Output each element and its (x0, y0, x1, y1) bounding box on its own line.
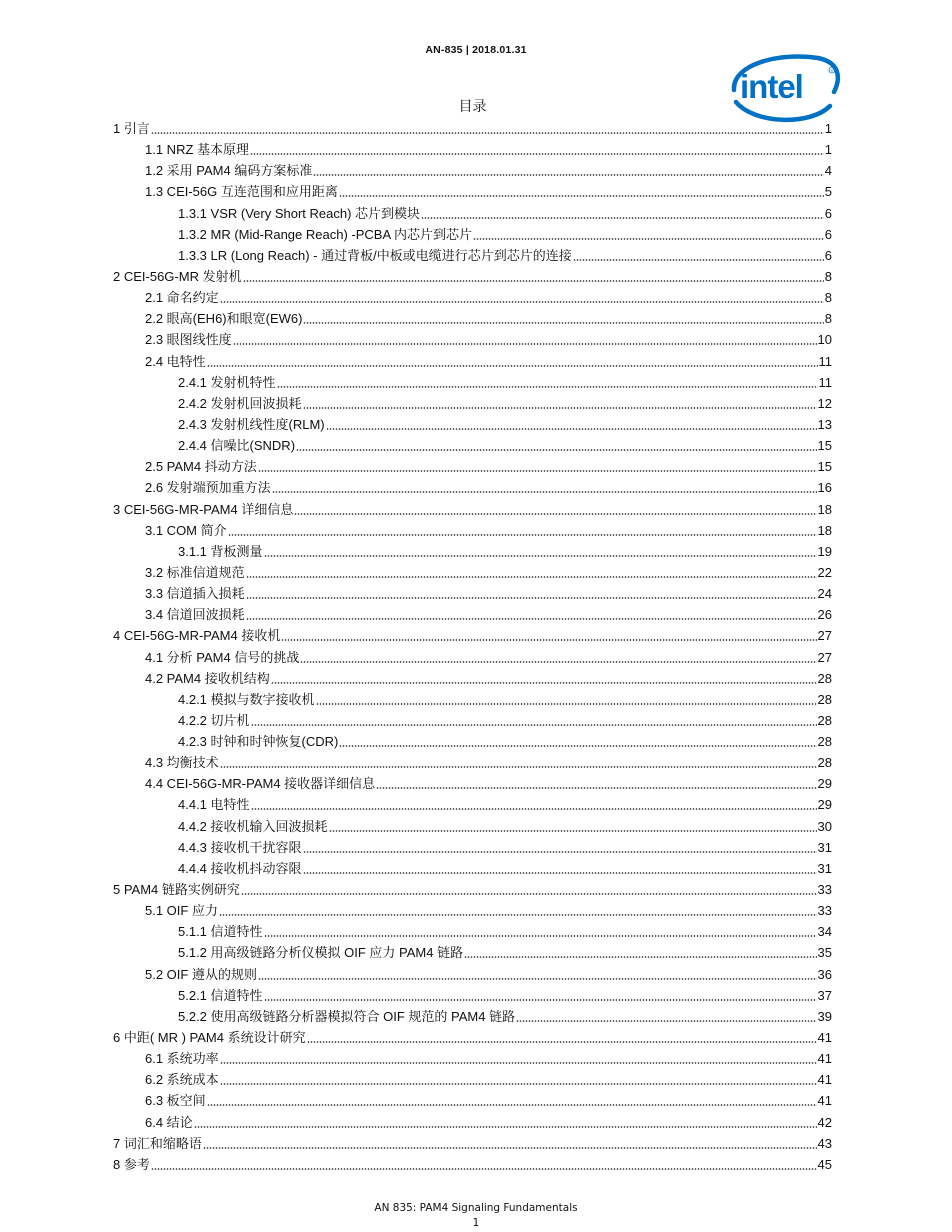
toc-entry-label: 4.4.3 接收机干扰容限 (178, 840, 302, 855)
footer-title: AN 835: PAM4 Signaling Fundamentals (374, 1202, 578, 1214)
toc-dot-leader (220, 301, 824, 303)
toc-entry[interactable] (145, 560, 832, 581)
toc-dot-leader (303, 872, 817, 874)
toc-entry-label: 7 词汇和缩略语 (113, 1136, 202, 1151)
toc-entry-page: 30 (817, 819, 832, 834)
toc-entry-page: 41 (817, 1093, 832, 1108)
toc-entry[interactable] (178, 983, 832, 1004)
footer-page-number: 1 (472, 1217, 480, 1229)
toc-entry-label: 4.3 均衡技术 (145, 755, 219, 770)
toc-entry-label: 4.2.3 时钟和时钟恢复(CDR) (178, 734, 339, 749)
toc-entry[interactable] (145, 1088, 832, 1109)
toc-entry-label: 4.4.4 接收机抖动容限 (178, 861, 302, 876)
toc-dot-leader (151, 1168, 817, 1170)
toc-entry-page: 39 (817, 1009, 832, 1024)
toc-dot-leader (219, 914, 817, 916)
toc-entry-page: 22 (817, 565, 832, 580)
toc-entry-page: 8 (824, 269, 832, 284)
toc-entry[interactable] (145, 602, 832, 623)
toc-entry[interactable] (178, 940, 832, 961)
toc-entry[interactable] (113, 877, 832, 898)
logo-wordmark: intel (740, 68, 803, 105)
toc-dot-leader (207, 365, 818, 367)
toc-dot-leader (307, 1041, 817, 1043)
toc-dot-leader (313, 174, 823, 176)
toc-entry-label: 2.6 发射端预加重方法 (145, 480, 271, 495)
toc-dot-leader (573, 259, 824, 261)
toc-dot-leader (281, 639, 816, 641)
toc-entry-label: 4 CEI-56G-MR-PAM4 接收机 (113, 628, 281, 643)
toc-entry-page: 11 (818, 375, 832, 390)
toc-entry-page: 41 (817, 1072, 832, 1087)
toc-dot-leader (246, 597, 817, 599)
toc-entry-page: 37 (817, 988, 832, 1003)
toc-entry-page: 28 (817, 734, 832, 749)
toc-entry-label: 4.2 PAM4 接收机结构 (145, 671, 270, 686)
toc-dot-leader (264, 555, 817, 557)
toc-entry[interactable] (145, 1067, 832, 1088)
toc-entry-label: 2.1 命名约定 (145, 290, 219, 305)
toc-dot-leader (303, 322, 823, 324)
toc-entry-page: 1 (824, 142, 832, 157)
toc-dot-leader (339, 195, 824, 197)
toc-dot-leader (203, 1147, 817, 1149)
toc-dot-leader (220, 1083, 817, 1085)
toc-entry-label: 5.2.1 信道特性 (178, 988, 263, 1003)
toc-entry-label: 1.3.3 LR (Long Reach) - 通过背板/中板或电缆进行芯片到芯片的连接 (178, 248, 572, 263)
toc-entry[interactable] (178, 814, 832, 835)
toc-entry-page: 19 (817, 544, 832, 559)
toc-entry-label: 2 CEI-56G-MR 发射机 (113, 269, 242, 284)
toc-entry-label: 1.3.2 MR (Mid-Range Reach) -PCBA 内芯片到芯片 (178, 227, 473, 242)
toc-entry-page: 26 (817, 607, 832, 622)
toc-entry[interactable] (113, 1025, 832, 1046)
toc-entry-page: 29 (817, 776, 832, 791)
toc-entry-page: 33 (817, 903, 832, 918)
toc-entry[interactable] (178, 370, 832, 391)
toc-dot-leader (220, 766, 817, 768)
toc-entry[interactable] (178, 201, 832, 222)
toc-dot-leader (300, 661, 816, 663)
toc-dot-leader (303, 407, 817, 409)
toc-title: 目录 (458, 99, 487, 115)
document-header: AN-835 | 2018.01.31 (425, 44, 527, 56)
toc-entry-label: 3.1.1 背板测量 (178, 544, 263, 559)
toc-dot-leader (258, 470, 817, 472)
toc-entry[interactable] (178, 856, 832, 877)
toc-entry-page: 13 (817, 417, 832, 432)
toc-entry[interactable] (145, 581, 832, 602)
toc-entry[interactable] (145, 750, 832, 771)
toc-dot-leader (473, 238, 824, 240)
toc-dot-leader (258, 978, 817, 980)
toc-entry[interactable] (145, 1046, 832, 1067)
toc-entry-page: 10 (817, 332, 832, 347)
toc-entry-label: 2.4.3 发射机线性度(RLM) (178, 417, 325, 432)
toc-entry[interactable] (145, 179, 832, 200)
toc-entry-page: 43 (817, 1136, 832, 1151)
toc-dot-leader (246, 576, 817, 578)
toc-entry-page: 18 (817, 523, 832, 538)
toc-dot-leader (207, 1104, 817, 1106)
toc-entry-label: 6 中距( MR ) PAM4 系统设计研究 (113, 1030, 306, 1045)
toc-entry-page: 35 (817, 945, 832, 960)
toc-entry[interactable] (178, 687, 832, 708)
toc-entry-label: 3.4 信道回波损耗 (145, 607, 245, 622)
toc-entry-label: 2.2 眼高(EH6)和眼宽(EW6) (145, 311, 303, 326)
toc-entry-page: 5 (824, 184, 832, 199)
toc-entry[interactable] (145, 158, 832, 179)
toc-entry-page: 33 (817, 882, 832, 897)
toc-entry[interactable] (145, 475, 832, 496)
toc-entry-page: 1 (824, 121, 832, 136)
toc-dot-leader (233, 343, 817, 345)
toc-entry-page: 45 (817, 1157, 832, 1172)
toc-entry-label: 3 CEI-56G-MR-PAM4 详细信息 (113, 502, 294, 517)
toc-dot-leader (464, 956, 816, 958)
toc-entry-label: 6.2 系统成本 (145, 1072, 219, 1087)
toc-entry-page: 36 (817, 967, 832, 982)
toc-entry[interactable] (145, 518, 832, 539)
toc-entry[interactable] (178, 222, 832, 243)
toc-entry[interactable] (178, 729, 832, 750)
toc-entry[interactable] (178, 433, 832, 454)
toc-entry-page: 41 (817, 1030, 832, 1045)
toc-entry-page: 41 (817, 1051, 832, 1066)
toc-entry[interactable] (178, 243, 832, 264)
toc-entry-page: 6 (824, 248, 832, 263)
toc-dot-leader (241, 893, 817, 895)
toc-entry-label: 6.3 板空间 (145, 1093, 206, 1108)
toc-entry-label: 6.1 系统功率 (145, 1051, 219, 1066)
toc-dot-leader (296, 449, 817, 451)
toc-entry-label: 4.1 分析 PAM4 信号的挑战 (145, 650, 300, 665)
toc-entry[interactable] (178, 1004, 832, 1025)
toc-dot-leader (329, 830, 817, 832)
toc-dot-leader (272, 491, 817, 493)
toc-entry-label: 2.4.4 信噪比(SNDR) (178, 438, 296, 453)
toc-entry-label: 5.1.1 信道特性 (178, 924, 263, 939)
toc-entry-label: 5.2 OIF 遵从的规则 (145, 967, 257, 982)
toc-dot-leader (264, 999, 817, 1001)
toc-dot-leader (251, 724, 817, 726)
toc-entry[interactable] (145, 454, 832, 475)
toc-dot-leader (251, 808, 817, 810)
toc-entry-page: 6 (824, 206, 832, 221)
toc-entry-page: 4 (824, 163, 832, 178)
toc-dot-leader (220, 1062, 817, 1064)
toc-entry[interactable] (178, 835, 832, 856)
toc-dot-leader (316, 703, 817, 705)
toc-entry-label: 2.5 PAM4 抖动方法 (145, 459, 257, 474)
toc-entry-page: 11 (818, 354, 832, 369)
toc-entry[interactable] (113, 623, 832, 644)
toc-entry-label: 8 参考 (113, 1157, 150, 1172)
toc-entry-page: 8 (824, 311, 832, 326)
toc-entry-page: 27 (817, 628, 832, 643)
toc-entry[interactable] (178, 412, 832, 433)
toc-dot-leader (326, 428, 817, 430)
toc-dot-leader (243, 280, 824, 282)
toc-entry-label: 1 引言 (113, 121, 150, 136)
toc-dot-leader (246, 618, 817, 620)
svg-text:R: R (830, 68, 834, 73)
toc-entry[interactable] (145, 349, 832, 370)
toc-entry-label: 1.3 CEI-56G 互连范围和应用距离 (145, 184, 338, 199)
toc-entry-page: 15 (817, 459, 832, 474)
toc-dot-leader (516, 1020, 816, 1022)
toc-entry-page: 28 (817, 671, 832, 686)
toc-entry-label: 5.1 OIF 应力 (145, 903, 218, 918)
toc-dot-leader (277, 386, 818, 388)
toc-dot-leader (303, 851, 817, 853)
toc-entry-page: 34 (817, 924, 832, 939)
toc-entry-page: 42 (817, 1115, 832, 1130)
toc-entry[interactable] (178, 919, 832, 940)
toc-entry[interactable] (178, 391, 832, 412)
toc-dot-leader (376, 787, 816, 789)
toc-entry[interactable] (113, 264, 832, 285)
toc-entry-label: 2.3 眼图线性度 (145, 332, 232, 347)
toc-entry-page: 28 (817, 713, 832, 728)
toc-entry-label: 3.3 信道插入损耗 (145, 586, 245, 601)
toc-entry-page: 15 (817, 438, 832, 453)
toc-entry[interactable] (178, 792, 832, 813)
toc-entry-label: 2.4.1 发射机特性 (178, 375, 276, 390)
toc-entry-label: 2.4 电特性 (145, 354, 206, 369)
toc-dot-leader (228, 534, 817, 536)
toc-entry-label: 5 PAM4 链路实例研究 (113, 882, 240, 897)
toc-entry-label: 4.4.1 电特性 (178, 797, 250, 812)
toc-entry-label: 4.2.1 模拟与数字接收机 (178, 692, 315, 707)
toc-entry[interactable] (145, 898, 832, 919)
toc-entry-label: 5.2.2 使用高级链路分析器模拟符合 OIF 规范的 PAM4 链路 (178, 1009, 516, 1024)
toc-entry-page: 16 (817, 480, 832, 495)
toc-entry[interactable] (145, 327, 832, 348)
toc-dot-leader (421, 217, 824, 219)
toc-dot-leader (339, 745, 816, 747)
toc-entry[interactable] (145, 771, 832, 792)
toc-entry[interactable] (145, 645, 832, 666)
toc-entry[interactable] (145, 666, 832, 687)
toc-entry-page: 31 (817, 840, 832, 855)
toc-entry-label: 3.1 COM 简介 (145, 523, 227, 538)
toc-entry-page: 24 (817, 586, 832, 601)
toc-dot-leader (264, 935, 817, 937)
toc-entry[interactable] (113, 116, 832, 137)
toc-entry[interactable] (145, 285, 832, 306)
toc-entry-label: 6.4 结论 (145, 1115, 193, 1130)
toc-dot-leader (294, 513, 816, 515)
toc-dot-leader (151, 132, 824, 134)
toc-dot-leader (250, 153, 824, 155)
toc-entry-page: 27 (817, 650, 832, 665)
toc-entry-page: 28 (817, 755, 832, 770)
toc-entry-page: 18 (817, 502, 832, 517)
toc-entry[interactable] (145, 306, 832, 327)
toc-entry-label: 4.4.2 接收机输入回波损耗 (178, 819, 328, 834)
toc-entry-label: 5.1.2 用高级链路分析仪模拟 OIF 应力 PAM4 链路 (178, 945, 464, 960)
toc-dot-leader (194, 1126, 817, 1128)
toc-entry-label: 1.1 NRZ 基本原理 (145, 142, 250, 157)
toc-entry[interactable] (145, 137, 832, 158)
toc-entry-label: 3.2 标准信道规范 (145, 565, 245, 580)
toc-entry-label: 4.2.2 切片机 (178, 713, 250, 728)
toc-entry-label: 4.4 CEI-56G-MR-PAM4 接收器详细信息 (145, 776, 376, 791)
toc-entry[interactable] (113, 1152, 832, 1173)
toc-entry-page: 12 (817, 396, 832, 411)
toc-entry[interactable] (113, 497, 832, 518)
toc-entry[interactable] (145, 1110, 832, 1131)
toc-entry[interactable] (178, 539, 832, 560)
toc-entry-page: 8 (824, 290, 832, 305)
toc-entry-page: 28 (817, 692, 832, 707)
toc-entry[interactable] (145, 962, 832, 983)
toc-entry-page: 29 (817, 797, 832, 812)
toc-entry-label: 1.3.1 VSR (Very Short Reach) 芯片到模块 (178, 206, 421, 221)
toc-entry-page: 6 (824, 227, 832, 242)
toc-entry[interactable] (178, 708, 832, 729)
toc-entry-page: 31 (817, 861, 832, 876)
toc-entry[interactable] (113, 1131, 832, 1152)
toc-entry-label: 2.4.2 发射机回波损耗 (178, 396, 302, 411)
toc-dot-leader (271, 682, 817, 684)
toc-entry-label: 1.2 采用 PAM4 编码方案标准 (145, 163, 313, 178)
